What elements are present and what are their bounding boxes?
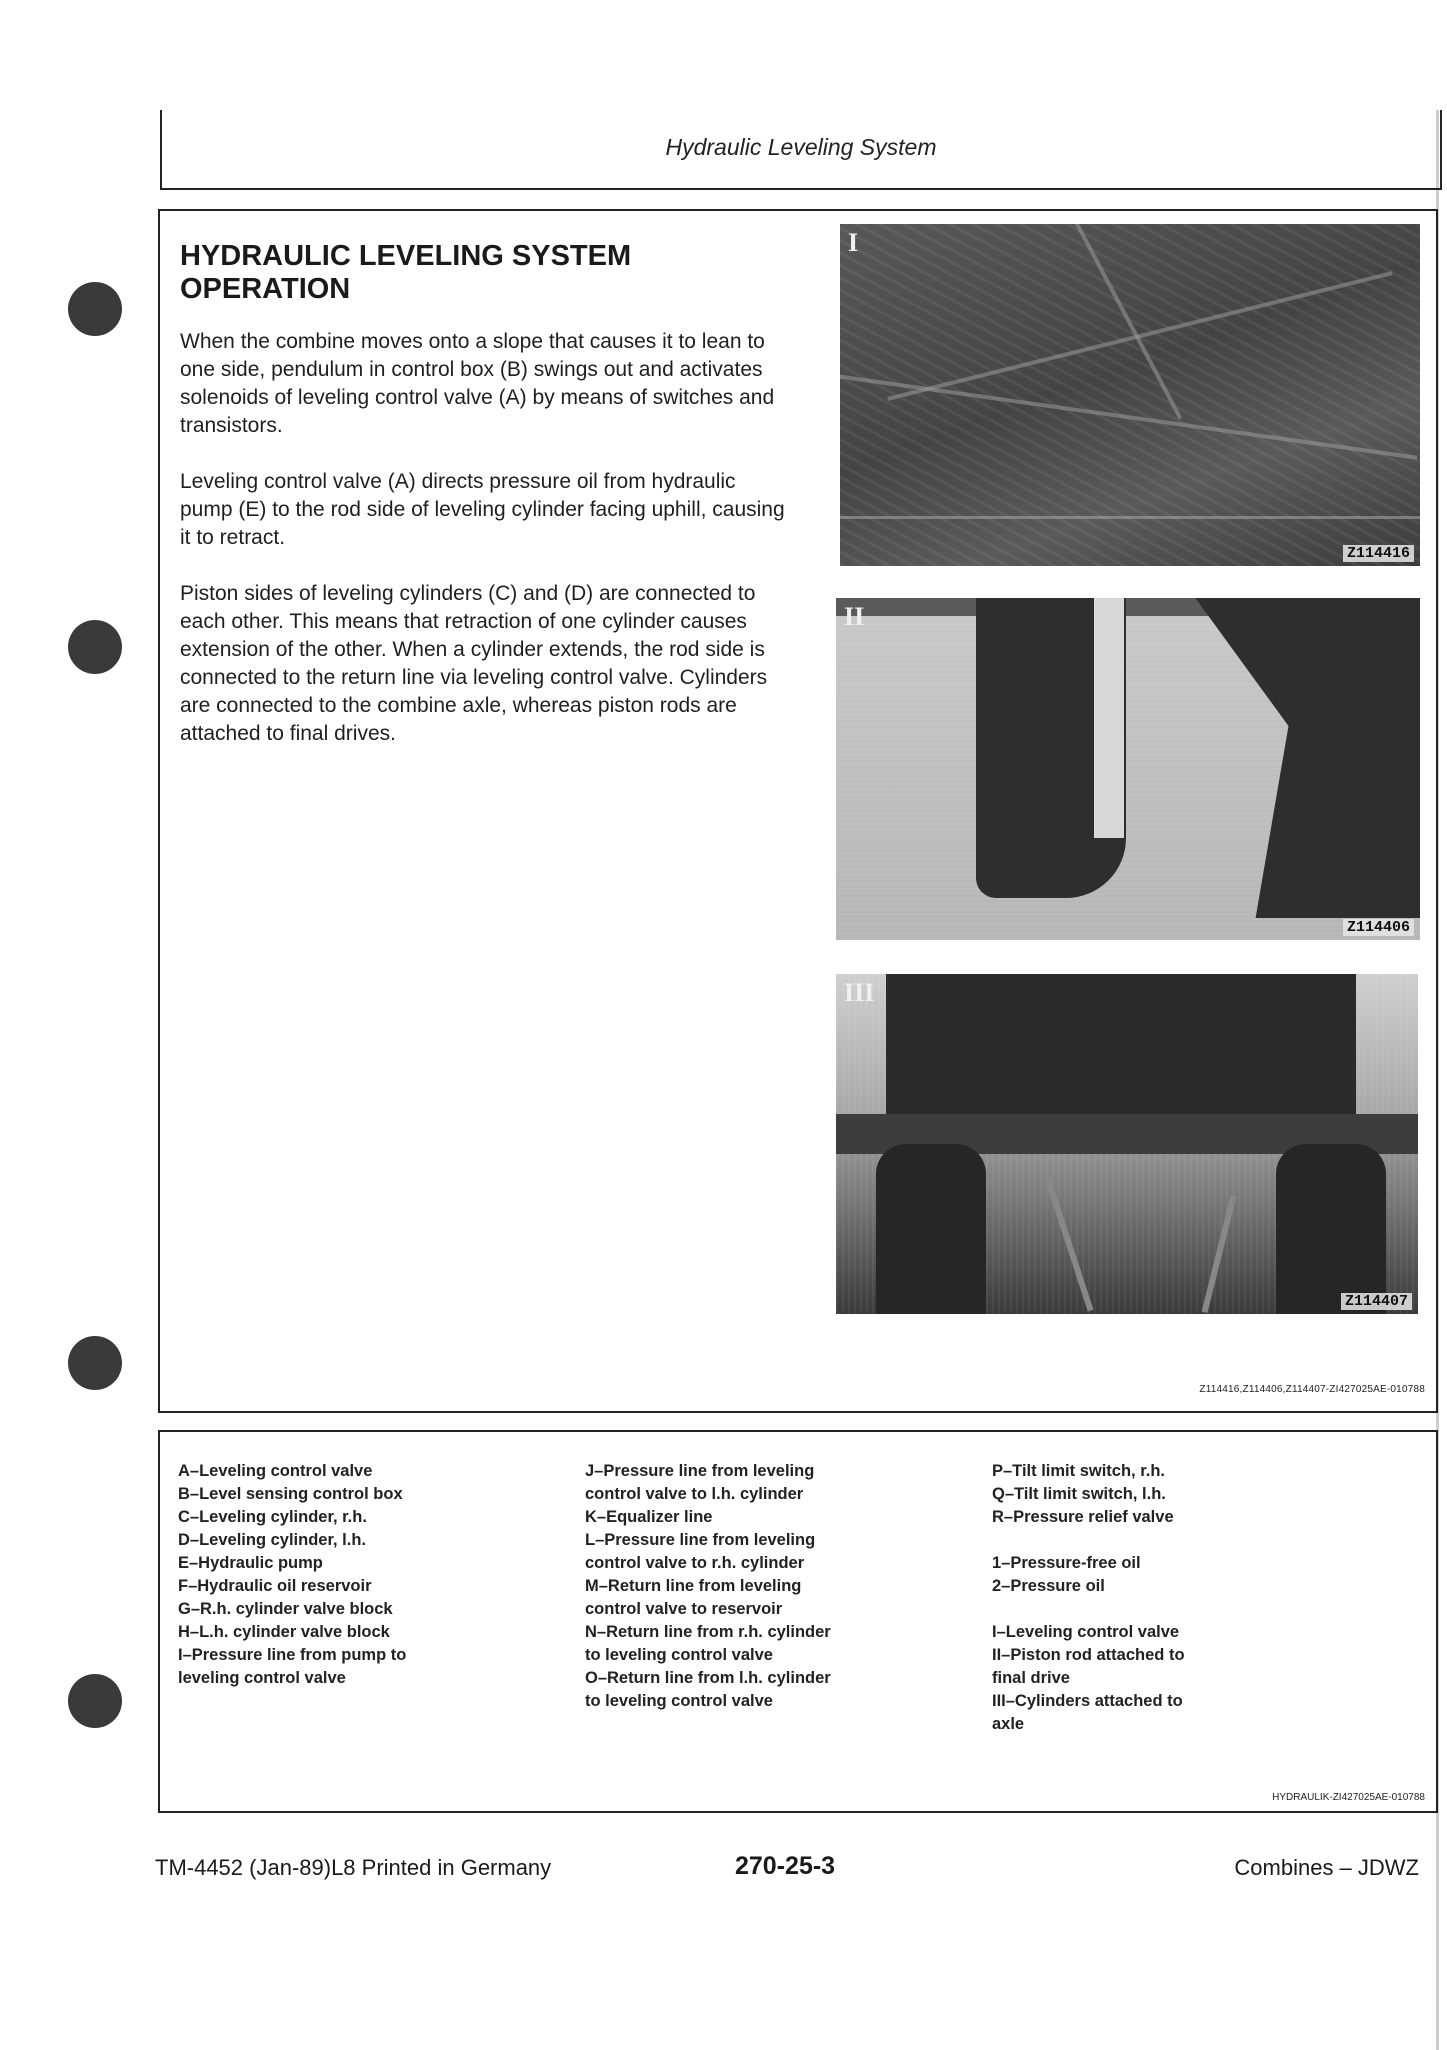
photo-label: III (844, 978, 875, 1007)
paragraph-3: Piston sides of leveling cylinders (C) and (D) are connected to each other. This means that retraction of one cylinder causes extension of the other. When a cylinder extends, the rod side is connected to the return line via leveling control valve. Cylinders are connected to the combine axle, whereas piston rods are attached to final drives. (180, 582, 768, 745)
legend-spacer (992, 1598, 1185, 1621)
section-title: HYDRAULIC LEVELING SYSTEM OPERATION (180, 240, 632, 305)
legend-item: control valve to r.h. cylinder (585, 1554, 805, 1572)
legend-item: leveling control valve (178, 1669, 346, 1687)
footer-product: Combines – JDWZ (1234, 1855, 1419, 1880)
punch-hole (68, 1674, 122, 1728)
legend-item: II–Piston rod attached to (992, 1646, 1185, 1664)
figure-reference: Z114416,Z114406,Z114407-ZI427025AE-010788 (1199, 1384, 1425, 1395)
legend-item: Q–Tilt limit switch, l.h. (992, 1485, 1166, 1503)
legend-item: R–Pressure relief valve (992, 1508, 1174, 1526)
legend-spacer (992, 1529, 1185, 1552)
legend-item: 1–Pressure-free oil (992, 1554, 1141, 1572)
legend-item: F–Hydraulic oil reservoir (178, 1577, 372, 1595)
legend-item: to leveling control valve (585, 1646, 773, 1664)
legend-item: final drive (992, 1669, 1070, 1687)
legend-item: O–Return line from l.h. cylinder (585, 1669, 831, 1687)
paragraph-2: Leveling control valve (A) directs pressure oil from hydraulic pump (E) to the rod side of leveling cylinder facing uphill, causing it to retract. (180, 470, 785, 549)
photo-number: Z114416 (1343, 545, 1414, 562)
punch-hole (68, 620, 122, 674)
legend-column-2 (585, 1460, 831, 1713)
legend-item: N–Return line from r.h. cylinder (585, 1623, 831, 1641)
footer-page-number: 270-25-3 (735, 1852, 836, 1880)
legend-item: L–Pressure line from leveling (585, 1531, 816, 1549)
legend-item: I–Leveling control valve (992, 1623, 1180, 1641)
legend-item: control valve to l.h. cylinder (585, 1485, 804, 1503)
legend-item: E–Hydraulic pump (178, 1554, 323, 1572)
legend-item: K–Equalizer line (585, 1508, 713, 1526)
punch-hole (68, 282, 122, 336)
legend-item: I–Pressure line from pump to (178, 1646, 407, 1664)
photo-piston-rod (836, 598, 1420, 940)
punch-hole (68, 1336, 122, 1390)
legend-item: axle (992, 1715, 1025, 1733)
legend-item: G–R.h. cylinder valve block (178, 1600, 393, 1618)
photo-label: I (848, 228, 859, 257)
page-header (160, 110, 1442, 190)
legend-item: D–Leveling cylinder, l.h. (178, 1531, 366, 1549)
legend-item: H–L.h. cylinder valve block (178, 1623, 390, 1641)
legend-item: M–Return line from leveling (585, 1577, 802, 1595)
footer-publication: TM-4452 (Jan-89)L8 Printed in Germany (155, 1855, 552, 1880)
legend-item: 2–Pressure oil (992, 1577, 1105, 1595)
legend-item: B–Level sensing control box (178, 1485, 403, 1503)
photo-cylinders-axle (836, 974, 1418, 1314)
legend-reference: HYDRAULIK-ZI427025AE-010788 (1272, 1792, 1425, 1803)
legend-item: to leveling control valve (585, 1692, 773, 1710)
photo-control-valve (840, 224, 1420, 566)
paragraph-1: When the combine moves onto a slope that causes it to lean to one side, pendulum in control box (B) swings out and activates solenoids of leveling control valve (A) by means of switches and transistors. (180, 330, 775, 437)
legend-item: III–Cylinders attached to (992, 1692, 1183, 1710)
legend-item: J–Pressure line from leveling (585, 1462, 815, 1480)
photo-number: Z114407 (1341, 1293, 1412, 1310)
legend-item: A–Leveling control valve (178, 1462, 373, 1480)
header-title: Hydraulic Leveling System (665, 134, 937, 160)
photo-number: Z114406 (1343, 919, 1414, 936)
photo-label: II (844, 602, 865, 631)
legend-column-1 (178, 1460, 406, 1690)
legend-item: control valve to reservoir (585, 1600, 783, 1618)
legend-item: C–Leveling cylinder, r.h. (178, 1508, 367, 1526)
legend-item: P–Tilt limit switch, r.h. (992, 1462, 1165, 1480)
legend-column-3 (992, 1460, 1185, 1736)
